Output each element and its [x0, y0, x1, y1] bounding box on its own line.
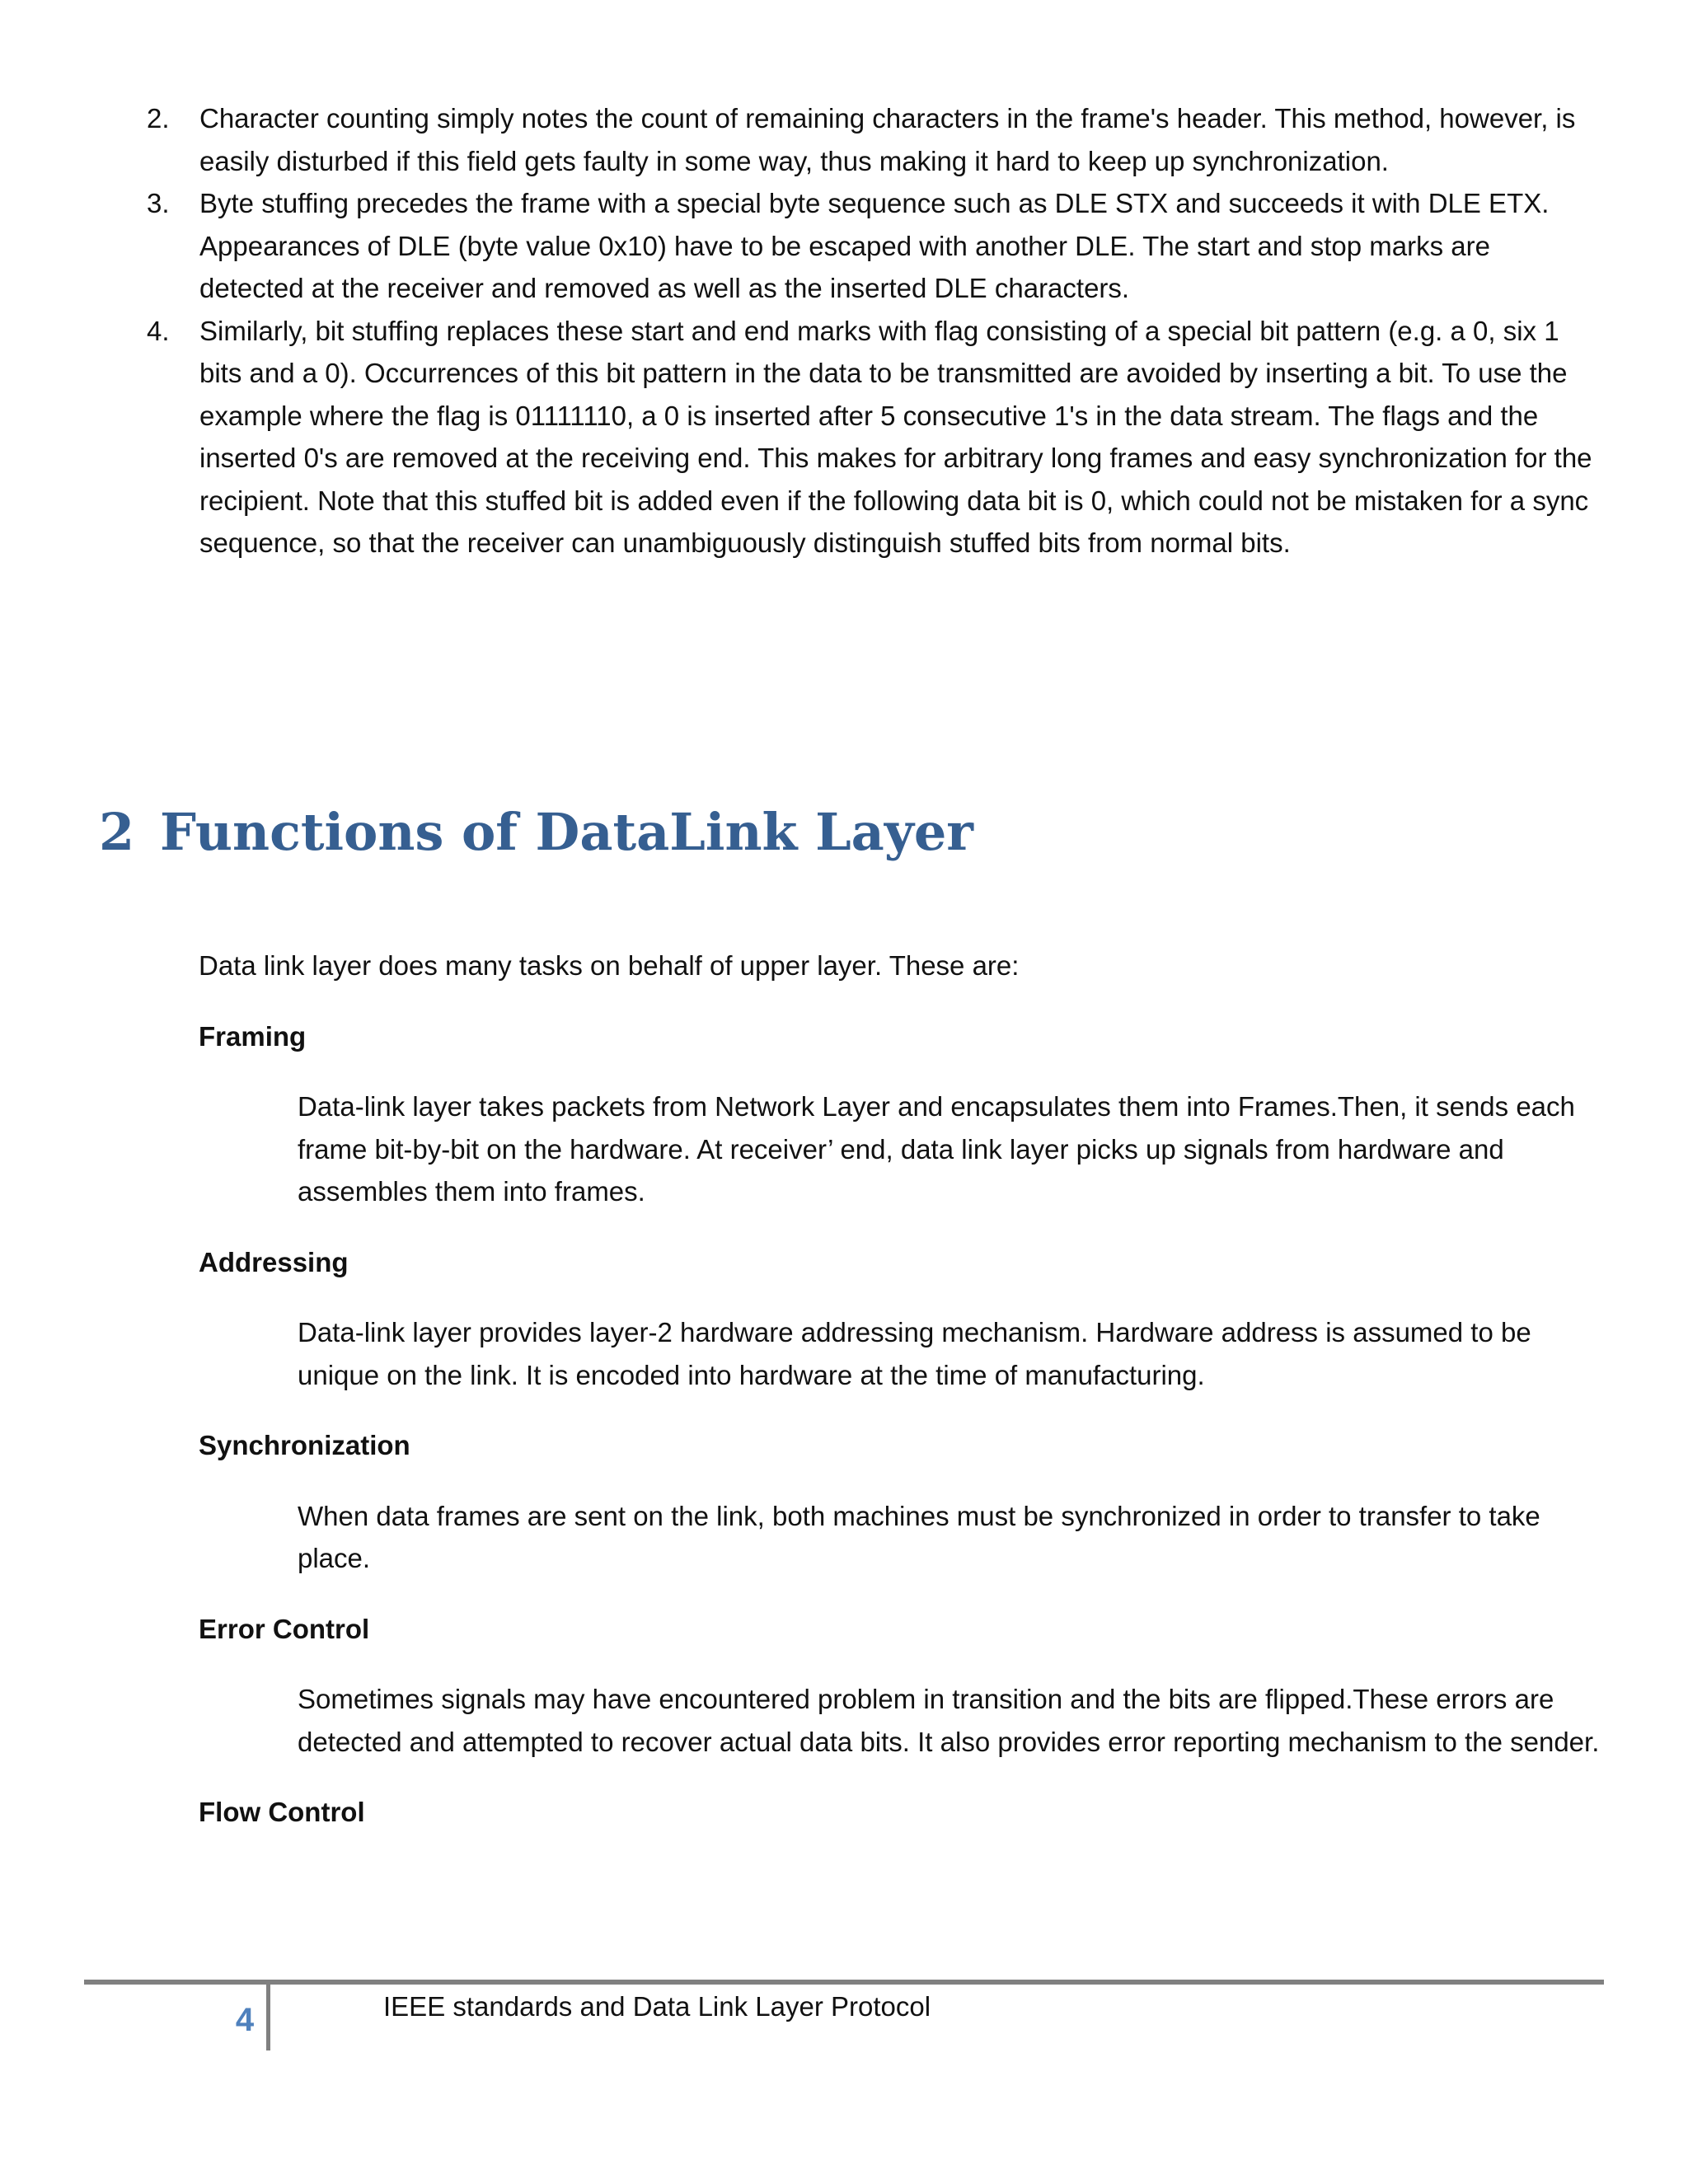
section-number: 2 — [99, 802, 135, 862]
term-heading-error-control: Error Control — [199, 1613, 370, 1644]
list-item — [147, 310, 1597, 565]
footer-divider — [266, 1985, 270, 2050]
list-item-number: 4. — [147, 315, 170, 346]
section-title: Functions of DataLink Layer — [160, 802, 973, 862]
term-heading-addressing: Addressing — [199, 1246, 349, 1277]
list-item-text: Byte stuffing precedes the frame with a special byte sequence such as DLE STX and succeeds it with DLE ETX. Appearances of DLE (byte value 0x10) have to be escaped with another DLE. The start and stop marks are detected at the receiver and removed as well as the inserted DLE characters. — [199, 188, 1550, 303]
term-description-synchronization: When data frames are sent on the link, both machines must be synchronized in order to transfer to take place. — [298, 1500, 1540, 1573]
term-description-framing: Data-link layer takes packets from Network Layer and encapsulates them into Frames.Then, it sends each frame bit-by-bit on the hardware. At receiver’ end, data link layer picks up signals from hardware and assembles them into frames. — [298, 1091, 1575, 1207]
list-item — [147, 182, 1597, 310]
list-item-number: 3. — [147, 188, 170, 218]
term-heading-synchronization: Synchronization — [199, 1430, 410, 1460]
term-heading-flow-control: Flow Control — [199, 1797, 365, 1827]
list-item-text: Similarly, bit stuffing replaces these start and end marks with flag consisting of a special bit pattern (e.g. a 0, six 1 bits and a 0). Occurrences of this bit pattern in the data to be transmitted are avoided by inserting a bit. To use the example where the flag is 01111110, a 0 is inserted after 5 consecutive 1's in the data stream. The flags and the inserted 0's are removed at the receiving end. This makes for arbitrary long frames and easy synchronization for the recipient. Note that this stuffed bit is added even if the following data bit is 0, which could not be mistaken for a sync sequence, so that the receiver can unambiguously distinguish stuffed bits from normal bits. — [199, 315, 1592, 558]
section-body — [199, 944, 1600, 1862]
list-item — [147, 97, 1597, 182]
term-description-addressing: Data-link layer provides layer-2 hardware addressing mechanism. Hardware address is assumed to be unique on the link. It is encoded into hardware at the time of manufacturing. — [298, 1317, 1531, 1390]
footer-page-number: 4 — [235, 2002, 255, 2038]
term-heading-framing: Framing — [199, 1020, 307, 1052]
footer-rule — [84, 1980, 1604, 1985]
list-item-text: Character counting simply notes the count of remaining characters in the frame's header. This method, however, is easily disturbed if this field gets faulty in some way, thus making it hard to keep up synchronization. — [199, 103, 1576, 176]
section-heading — [99, 799, 973, 865]
numbered-list — [147, 97, 1597, 565]
list-item-number: 2. — [147, 103, 170, 134]
term-description-error-control: Sometimes signals may have encountered problem in transition and the bits are flipped.These errors are detected and attempted to recover actual data bits. It also provides error reporting mechanism to the sender. — [298, 1684, 1600, 1757]
footer-title: IEEE standards and Data Link Layer Protocol — [383, 1991, 931, 2022]
section-intro: Data link layer does many tasks on behalf of upper layer. These are: — [199, 950, 1020, 981]
